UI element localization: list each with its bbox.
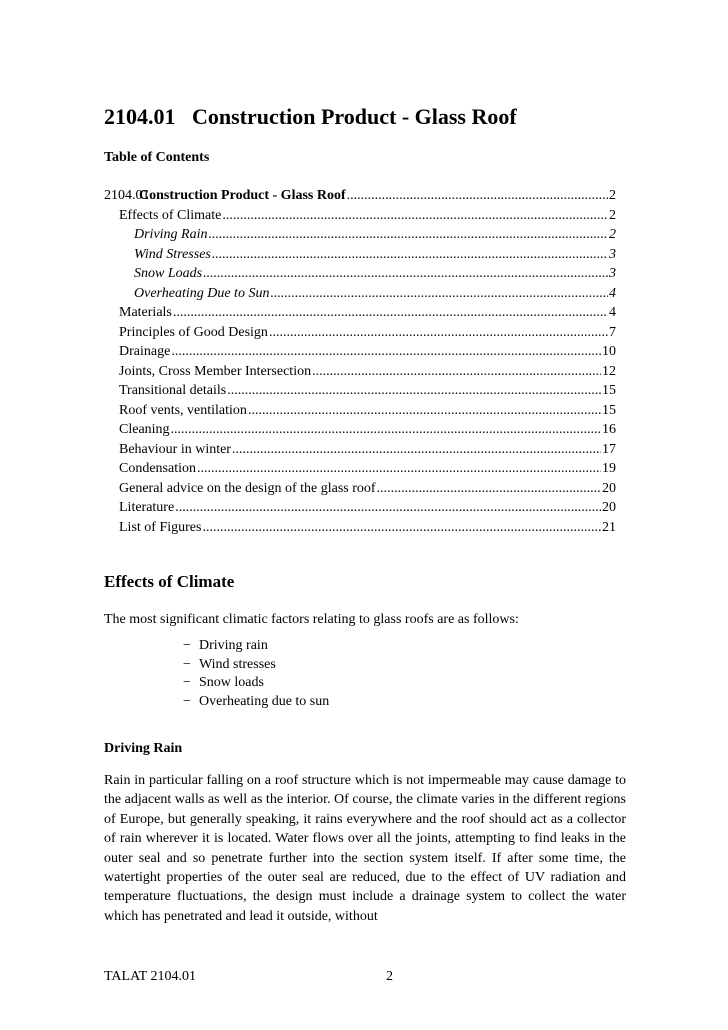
- toc-entry-page: 20: [602, 500, 616, 515]
- toc-entry-page: 2: [609, 188, 616, 203]
- bullet-dash: −: [183, 694, 191, 710]
- subsection-heading: Driving Rain: [104, 741, 183, 756]
- toc-entry-page: 7: [609, 324, 616, 340]
- heading-number: 2104.01: [104, 104, 176, 129]
- toc-entry-label: Behaviour in winter: [119, 441, 231, 457]
- toc-entry[interactable]: [104, 323, 616, 343]
- toc-leader-dots: [171, 420, 601, 440]
- toc-entry[interactable]: [104, 245, 616, 265]
- toc-title: Table of Contents: [104, 150, 210, 165]
- toc-entry-page: 15: [602, 402, 616, 418]
- toc-entry[interactable]: [104, 284, 616, 304]
- bullet-dash: −: [183, 656, 191, 672]
- toc-entry[interactable]: [104, 459, 616, 479]
- toc-leader-dots: [175, 498, 601, 518]
- toc-entry[interactable]: [104, 518, 616, 538]
- toc-entry[interactable]: [104, 362, 616, 382]
- toc-entry-page: 4: [609, 305, 616, 320]
- toc-entry-page: 15: [602, 383, 616, 398]
- toc-leader-dots: [222, 206, 608, 226]
- toc-entry[interactable]: [104, 420, 616, 440]
- heading-title: Construction Product - Glass Roof: [192, 104, 517, 129]
- bullet-dash: −: [183, 638, 191, 653]
- section-intro: The most significant climatic factors relating to glass roofs are as follows:: [104, 612, 519, 627]
- toc-leader-dots: [202, 518, 601, 538]
- toc-entry-label: Effects of Climate: [119, 207, 222, 223]
- list-item: − Driving rain: [183, 637, 329, 656]
- toc-entry-page: 19: [602, 461, 616, 476]
- toc-entry-page: 4: [609, 285, 616, 301]
- section-heading: Effects of Climate: [104, 572, 235, 591]
- toc-entry-label: General advice on the design of the glass roof: [119, 480, 376, 496]
- toc-entry-page: 17: [602, 441, 616, 457]
- main-heading: [104, 104, 517, 130]
- toc-entry-label: Wind Stresses: [134, 246, 211, 262]
- toc-leader-dots: [203, 264, 608, 284]
- toc-leader-dots: [312, 362, 601, 382]
- body-paragraph: Rain in particular falling on a roof structure which is not impermeable may cause damage to the adjacent walls as well as the interior. Of course, the climate varies in the different regions of Europe, but generally speaking, it rains everywhere and the roof should act as a collector of rain wherever it is located. Water flows over all the joints, attempting to find leaks in the outer seal and so penetrate further into the section system itself. If after some time, the watertight properties of the outer seal are reduced, due to the effect of UV radiation and temperature fluctuations, the design must include a drainage system to collect the water which has penetrated and lead it outside, without: [104, 773, 626, 924]
- toc-entry-label: Driving Rain: [134, 227, 208, 242]
- toc-entry-page: 16: [602, 422, 616, 437]
- toc-entry[interactable]: [104, 342, 616, 362]
- list-item: − Wind stresses: [183, 656, 329, 675]
- toc-entry-page: 10: [602, 344, 616, 359]
- toc-entry[interactable]: [104, 186, 616, 206]
- toc-entry[interactable]: [104, 498, 616, 518]
- toc-entry[interactable]: [104, 225, 616, 245]
- bullet-dash: −: [183, 675, 191, 691]
- toc-leader-dots: [347, 186, 608, 206]
- toc-entry-label: Literature: [119, 500, 175, 515]
- toc-entry-page: 3: [609, 266, 616, 281]
- toc-entry-page: 3: [609, 246, 616, 262]
- toc-leader-dots: [269, 323, 608, 343]
- toc-entry-number: 2104.01: [104, 188, 150, 203]
- climate-factor-list: [183, 637, 329, 712]
- toc-entry-page: 20: [602, 480, 616, 496]
- list-item: − Snow loads: [183, 674, 329, 693]
- toc-entry-label: Construction Product - Glass Roof: [139, 188, 346, 203]
- list-item: − Overheating due to sun: [183, 693, 329, 712]
- toc-entry-label: Cleaning: [119, 422, 170, 437]
- toc-entry[interactable]: [104, 303, 616, 323]
- toc-entry-label: Transitional details: [119, 383, 227, 398]
- toc-entry-page: 12: [602, 363, 616, 379]
- toc-leader-dots: [197, 459, 601, 479]
- table-of-contents: [104, 186, 616, 537]
- toc-entry[interactable]: [104, 381, 616, 401]
- toc-leader-dots: [248, 401, 601, 421]
- toc-entry-label: Joints, Cross Member Intersection: [119, 363, 312, 379]
- toc-leader-dots: [270, 284, 608, 304]
- toc-leader-dots: [232, 440, 601, 460]
- toc-entry-label: Principles of Good Design: [119, 324, 268, 340]
- toc-entry-label: Materials: [119, 305, 172, 320]
- toc-entry-label: Snow Loads: [134, 266, 203, 281]
- toc-entry-page: 2: [609, 207, 616, 223]
- toc-entry-label: Overheating Due to Sun: [134, 285, 270, 301]
- toc-leader-dots: [227, 381, 601, 401]
- toc-leader-dots: [377, 479, 601, 499]
- toc-leader-dots: [171, 342, 601, 362]
- toc-entry[interactable]: [104, 264, 616, 284]
- toc-entry-page: 21: [602, 519, 616, 535]
- toc-leader-dots: [212, 245, 608, 265]
- footer-document-id: TALAT 2104.01: [104, 969, 196, 984]
- toc-entry-label: Condensation: [119, 461, 196, 476]
- toc-leader-dots: [209, 225, 609, 245]
- toc-entry-page: 2: [609, 227, 616, 242]
- toc-entry[interactable]: [104, 401, 616, 421]
- toc-entry[interactable]: [104, 440, 616, 460]
- toc-entry[interactable]: [104, 479, 616, 499]
- toc-entry-label: Drainage: [119, 344, 171, 359]
- toc-entry[interactable]: [104, 206, 616, 226]
- toc-leader-dots: [173, 303, 608, 323]
- toc-entry-label: Roof vents, ventilation: [119, 402, 247, 418]
- toc-entry-label: List of Figures: [119, 519, 202, 535]
- footer-page-number: 2: [386, 969, 393, 984]
